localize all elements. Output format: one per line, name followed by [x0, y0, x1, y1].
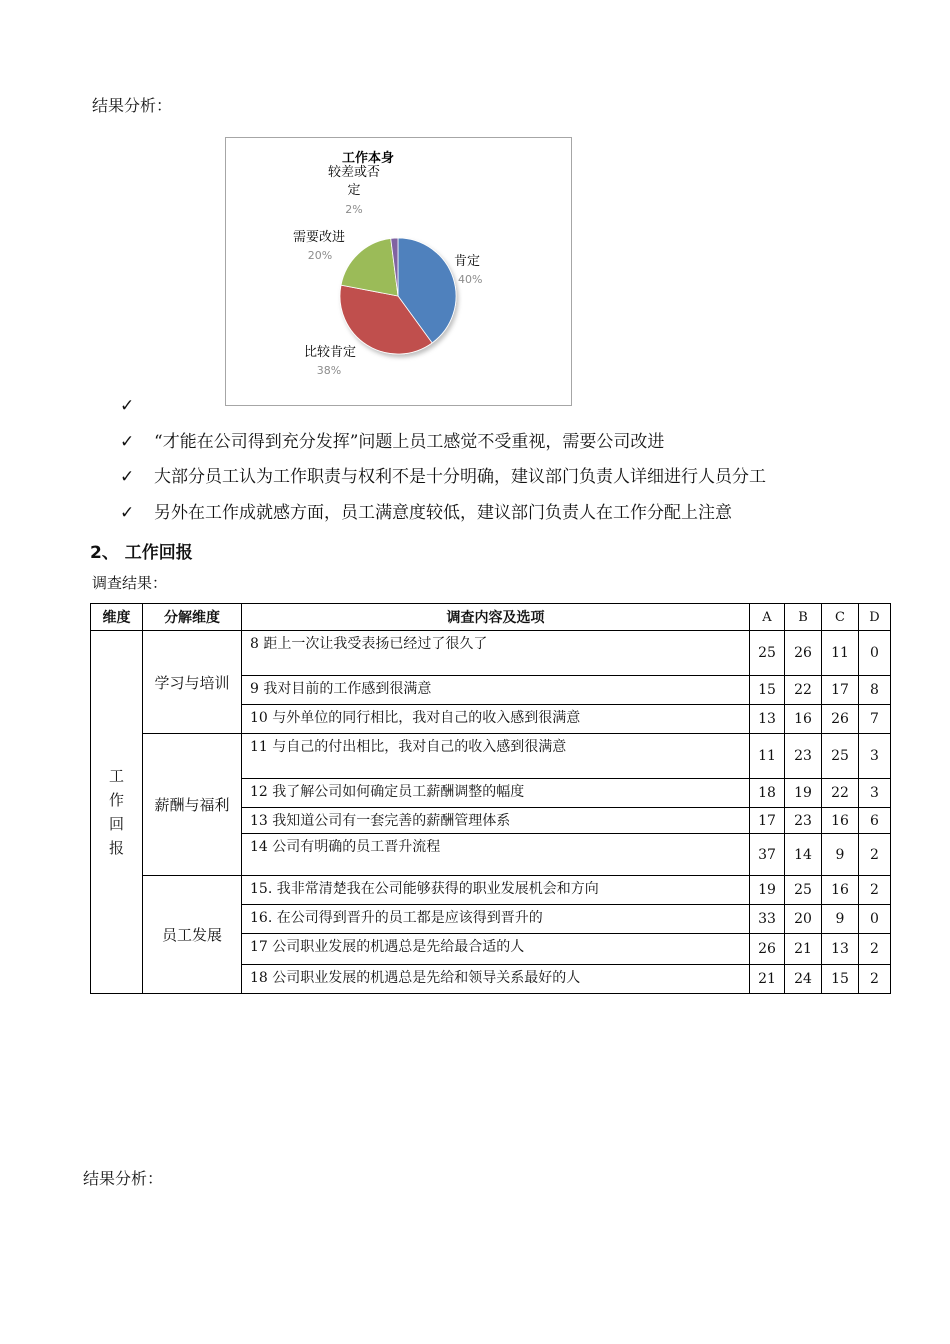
value-b: 19: [785, 779, 822, 808]
value-c: 11: [822, 631, 859, 676]
value-d: 7: [859, 705, 891, 734]
value-b: 16: [785, 705, 822, 734]
table-row: [91, 631, 891, 676]
value-c: 17: [822, 676, 859, 705]
dimension-cell: 工 作 回 报: [91, 631, 143, 994]
value-a: 19: [750, 876, 785, 905]
header-dimension: 维度: [91, 604, 143, 631]
header-option-d: D: [859, 604, 891, 631]
slice-label-poor-line1: 较差或否: [327, 165, 381, 180]
header-sub-dimension: 分解维度: [143, 604, 242, 631]
value-c: 22: [822, 779, 859, 808]
header-option-c: C: [822, 604, 859, 631]
value-b: 24: [785, 965, 822, 994]
value-d: 2: [859, 876, 891, 905]
value-a: 25: [750, 631, 785, 676]
value-a: 18: [750, 779, 785, 808]
survey-table: [90, 603, 891, 994]
value-d: 8: [859, 676, 891, 705]
item-cell: 13 我知道公司有一套完善的薪酬管理体系: [242, 808, 750, 834]
slice-pct-poor: 2%: [345, 203, 363, 216]
slice-pct-needs-improvement: 20%: [307, 249, 333, 262]
value-d: 0: [859, 905, 891, 934]
value-c: 16: [822, 876, 859, 905]
value-a: 13: [750, 705, 785, 734]
value-d: 3: [859, 734, 891, 779]
survey-results-label: 调查结果：: [92, 574, 168, 592]
value-c: 15: [822, 965, 859, 994]
item-cell: 8 距上一次让我受表扬已经过了很久了: [242, 631, 750, 676]
value-d: 2: [859, 934, 891, 965]
pie-chart-canvas: [226, 138, 571, 405]
slice-label-affirm: 肯定: [454, 254, 481, 269]
value-c: 9: [822, 905, 859, 934]
item-cell: 18 公司职业发展的机遇总是先给和领导关系最好的人: [242, 965, 750, 994]
item-cell: 14 公司有明确的员工晋升流程: [242, 834, 750, 876]
value-d: 0: [859, 631, 891, 676]
item-cell: 17 公司职业发展的机遇总是先给最合适的人: [242, 934, 750, 965]
item-cell: 12 我了解公司如何确定员工薪酬调整的幅度: [242, 779, 750, 808]
table-row: [91, 876, 891, 905]
bullet-item-1: [120, 395, 154, 417]
value-a: 33: [750, 905, 785, 934]
slice-label-needs-improvement: 需要改进: [292, 230, 346, 245]
sub-dimension-cell: 员工发展: [143, 876, 242, 994]
value-c: 13: [822, 934, 859, 965]
slice-pct-affirm: 40%: [458, 273, 483, 286]
header-content: 调查内容及选项: [242, 604, 750, 631]
checkmark-icon: ✓: [120, 432, 135, 452]
value-a: 21: [750, 965, 785, 994]
slice-label-fairly-affirm: 比较肯定: [303, 345, 357, 360]
value-d: 6: [859, 808, 891, 834]
value-a: 37: [750, 834, 785, 876]
section-heading-work-reward: 2、 工作回报: [90, 543, 193, 563]
value-c: 9: [822, 834, 859, 876]
value-b: 23: [785, 734, 822, 779]
item-cell: 16. 在公司得到晋升的员工都是应该得到晋升的: [242, 905, 750, 934]
bullet-item-3: ✓ 大部分员工认为工作职责与权利不是十分明确，建议部门负责人详细进行人员分工: [120, 467, 766, 487]
value-b: 25: [785, 876, 822, 905]
value-c: 25: [822, 734, 859, 779]
bullet-item-2: ✓ “才能在公司得到充分发挥”问题上员工感觉不受重视，需要公司改进: [120, 432, 665, 452]
value-b: 22: [785, 676, 822, 705]
item-cell: 10 与外单位的同行相比，我对自己的收入感到很满意: [242, 705, 750, 734]
item-cell: 15. 我非常清楚我在公司能够获得的职业发展机会和方向: [242, 876, 750, 905]
pie-chart-work-itself: [225, 137, 572, 406]
value-a: 26: [750, 934, 785, 965]
value-b: 20: [785, 905, 822, 934]
checkmark-icon: ✓: [120, 467, 135, 487]
sub-dimension-cell: 学习与培训: [143, 631, 242, 734]
value-a: 15: [750, 676, 785, 705]
value-b: 21: [785, 934, 822, 965]
value-b: 23: [785, 808, 822, 834]
value-a: 11: [750, 734, 785, 779]
checkmark-icon: ✓: [120, 503, 135, 523]
table-header-row: [91, 604, 891, 631]
checkmark-icon: ✓: [120, 396, 135, 416]
value-b: 14: [785, 834, 822, 876]
result-analysis-heading-top: 结果分析：: [92, 96, 173, 115]
slice-label-poor-line2: 定: [347, 183, 361, 198]
value-c: 26: [822, 705, 859, 734]
bullet-item-4: ✓ 另外在工作成就感方面，员工满意度较低，建议部门负责人在工作分配上注意: [120, 503, 732, 523]
value-a: 17: [750, 808, 785, 834]
result-analysis-heading-bottom: 结果分析：: [83, 1169, 164, 1188]
sub-dimension-cell: 薪酬与福利: [143, 734, 242, 876]
value-d: 3: [859, 779, 891, 808]
value-b: 26: [785, 631, 822, 676]
slice-pct-fairly-affirm: 38%: [316, 364, 342, 377]
value-c: 16: [822, 808, 859, 834]
item-cell: 9 我对目前的工作感到很满意: [242, 676, 750, 705]
value-d: 2: [859, 965, 891, 994]
header-option-a: A: [750, 604, 785, 631]
item-cell: 11 与自己的付出相比，我对自己的收入感到很满意: [242, 734, 750, 779]
value-d: 2: [859, 834, 891, 876]
table-row: [91, 734, 891, 779]
chart-title: 工作本身: [341, 151, 395, 166]
header-option-b: B: [785, 604, 822, 631]
